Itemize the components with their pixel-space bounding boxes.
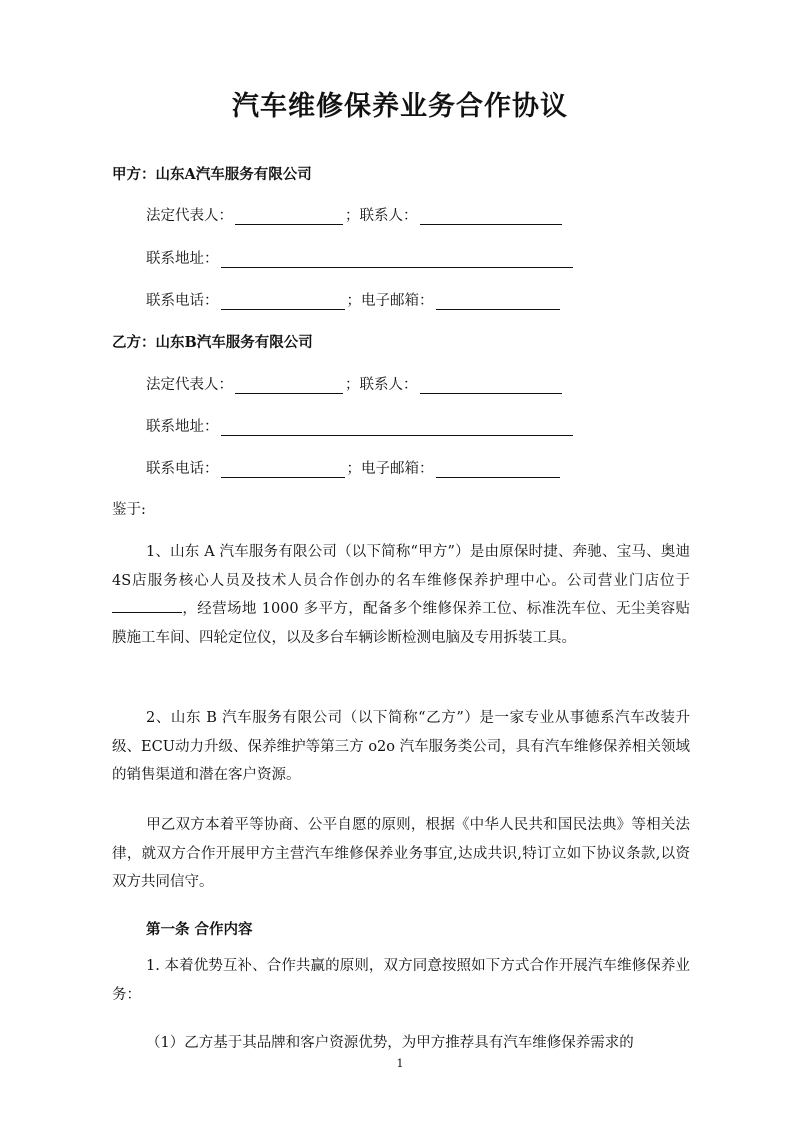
phone-blank[interactable] <box>221 461 345 478</box>
agreement-intro-text: 甲乙双方本着平等协商、公平自愿的原则，根据《中华人民共和国民法典》等相关法律，就双方合作开展甲方主营汽车维修保养业务事宜,达成共识,特订立如下协议条款,以资双方共同信守。 <box>112 817 690 890</box>
whereas-label: 鉴于: <box>112 502 146 518</box>
clause-2-text: 2、山东 B 汽车服务有限公司（以下简称“乙方”）是一家专业从事德系汽车改装升级、ECU动力升级、保养维护等第三方 o2o 汽车服务类公司，具有汽车维修保养相关领域的销售渠道和潜在客户资源。 <box>112 710 690 783</box>
whereas-clause-2 <box>112 704 690 790</box>
phone-blank[interactable] <box>221 293 345 310</box>
legal-rep-blank[interactable] <box>235 377 343 394</box>
party-b-rep-contact-line <box>146 373 564 394</box>
address-blank[interactable] <box>221 251 573 268</box>
party-a-rep-contact-line <box>146 204 564 225</box>
document-title: 汽车维修保养业务合作协议 <box>232 91 568 122</box>
article-1-clause-1-text: 1. 本着优势互补、合作共赢的原则，双方同意按照如下方式合作开展汽车维修保养业务： <box>112 958 690 1003</box>
address-label: 联系地址： <box>146 419 219 435</box>
address-label: 联系地址： <box>146 251 219 267</box>
contact-label: ；联系人： <box>345 377 418 393</box>
phone-label: 联系电话： <box>146 461 219 477</box>
article-1-item-1-text: （1）乙方基于其品牌和客户资源优势，为甲方推荐具有汽车维修保养需求的 <box>146 1035 634 1051</box>
party-b-heading: 乙方：山东B汽车服务有限公司 <box>112 334 313 351</box>
whereas-clause-1 <box>112 538 690 652</box>
article-1-heading: 第一条 合作内容 <box>146 921 253 938</box>
party-b-phone-email-line <box>146 457 562 478</box>
email-label: ；电子邮箱： <box>346 293 434 309</box>
party-b-address-line <box>146 415 575 436</box>
contact-label: ；联系人： <box>345 208 418 224</box>
legal-rep-label: 法定代表人： <box>146 377 233 393</box>
agreement-intro <box>112 811 690 897</box>
legal-rep-blank[interactable] <box>235 208 343 225</box>
phone-label: 联系电话： <box>146 293 219 309</box>
party-a-phone-email-line <box>146 289 562 310</box>
article-1-item-1 <box>112 1029 690 1058</box>
contact-blank[interactable] <box>420 208 562 225</box>
page-number: 1 <box>396 1057 404 1070</box>
store-location-blank[interactable] <box>112 598 182 613</box>
party-a-heading: 甲方：山东A汽车服务有限公司 <box>112 166 312 183</box>
email-blank[interactable] <box>436 293 560 310</box>
address-blank[interactable] <box>221 419 573 436</box>
clause-1-text-a: 1、山东 A 汽车服务有限公司（以下简称“甲方”）是由原保时捷、奔驰、宝马、奥迪4S店服务核心人员及技术人员合作创办的名车维修保养护理中心。公司营业门店位于 <box>112 544 690 589</box>
party-a-address-line <box>146 247 575 268</box>
contact-blank[interactable] <box>420 377 562 394</box>
clause-1-text-b: ，经营场地 1000 多平方，配备多个维修保养工位、标准洗车位、无尘美容贴膜施工车间、四轮定位仪，以及多台车辆诊断检测电脑及专用拆装工具。 <box>112 601 690 646</box>
legal-rep-label: 法定代表人： <box>146 208 233 224</box>
email-blank[interactable] <box>436 461 560 478</box>
article-1-clause-1 <box>112 952 690 1009</box>
email-label: ；电子邮箱： <box>346 461 434 477</box>
